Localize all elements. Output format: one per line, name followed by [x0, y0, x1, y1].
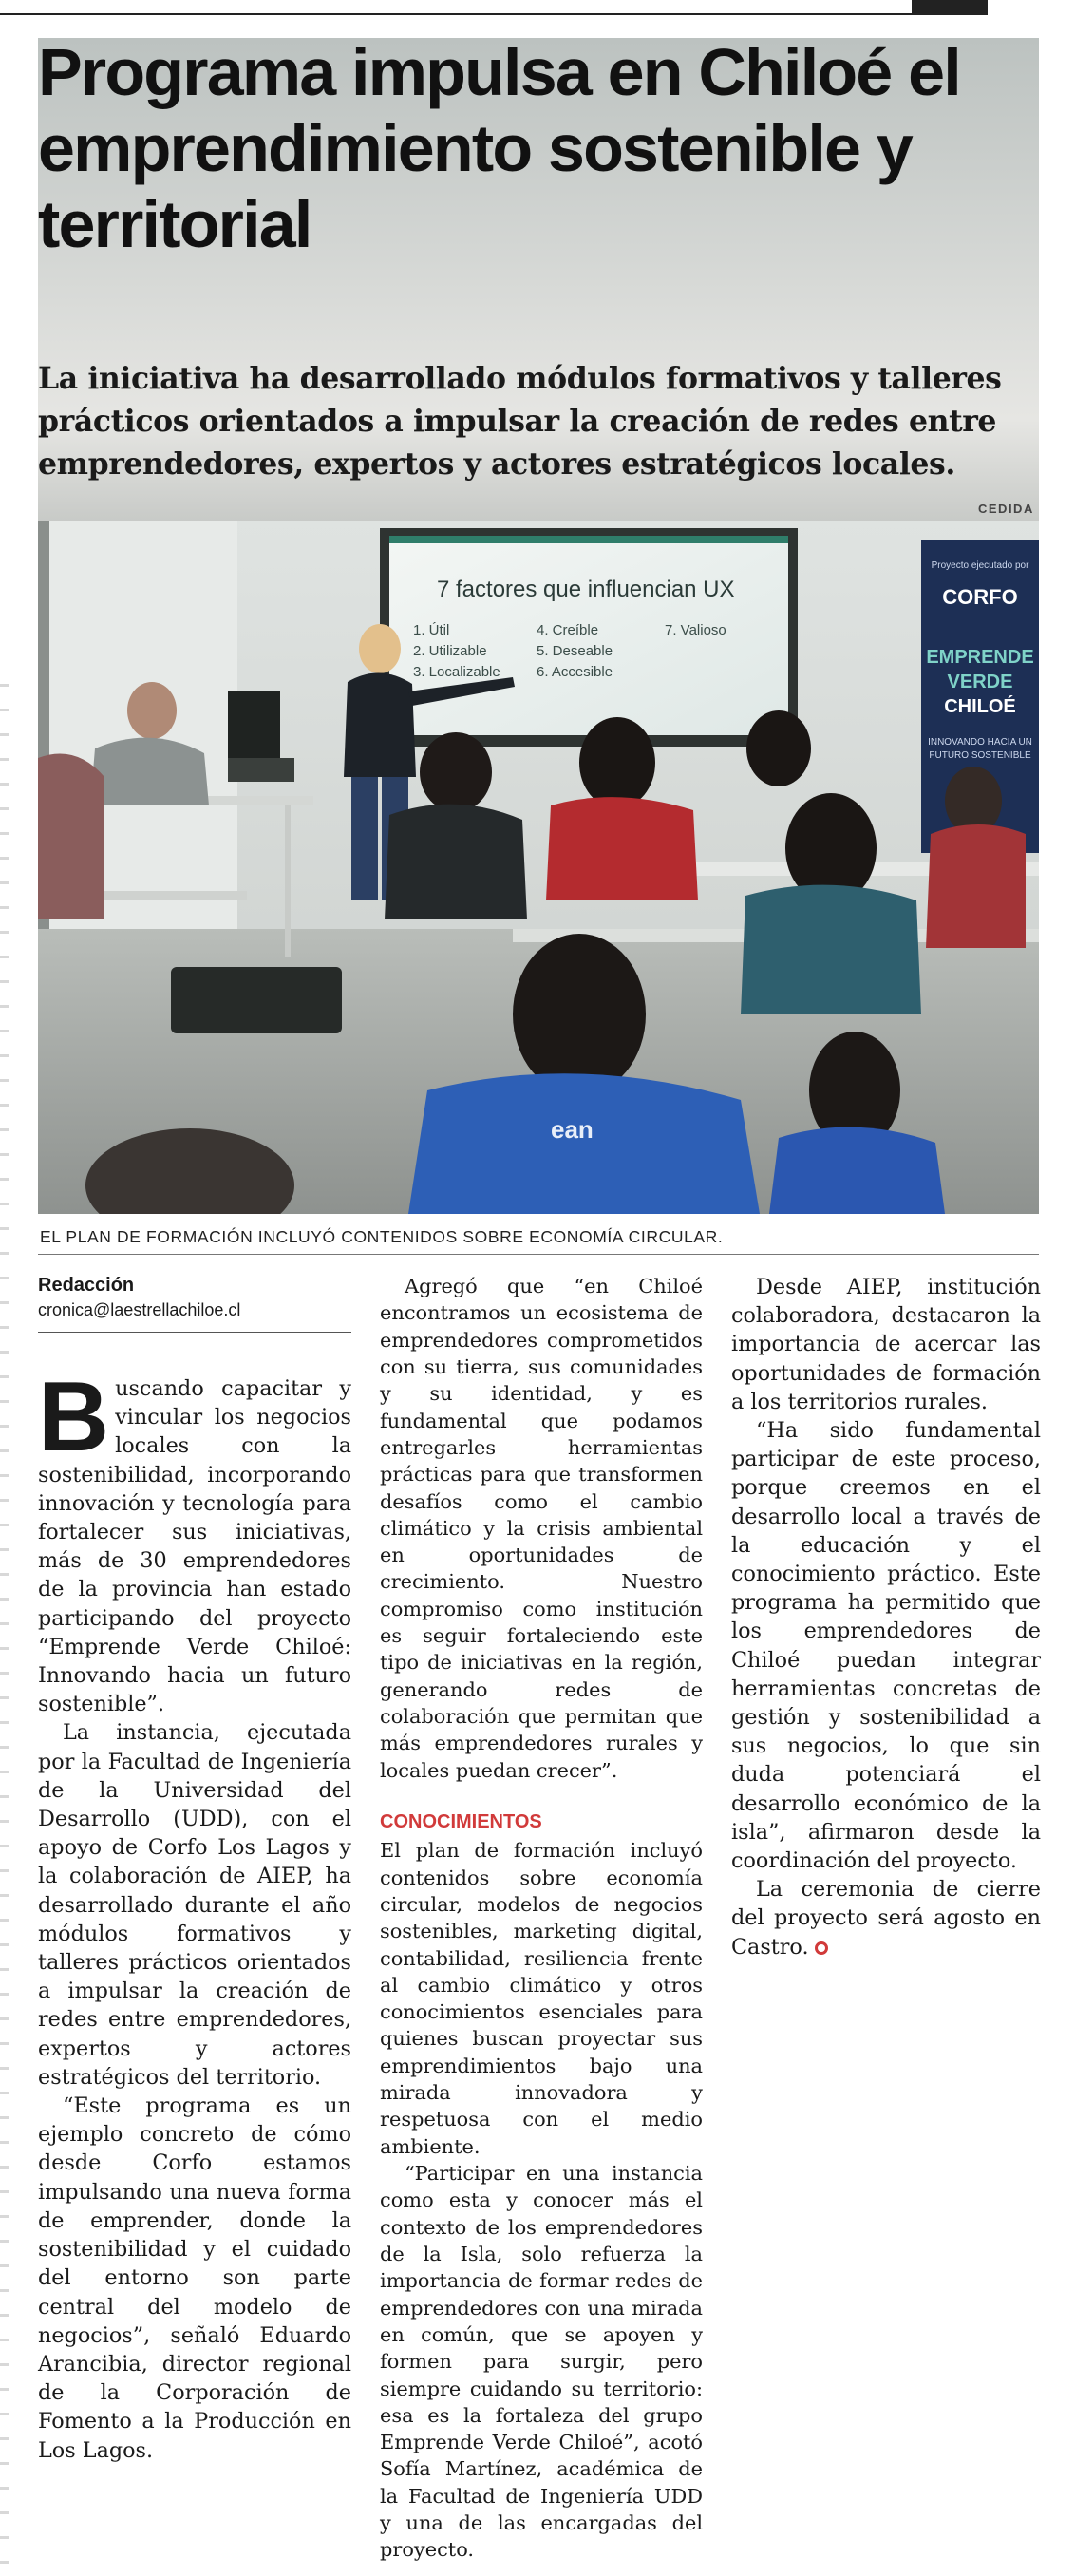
byline-rule: [38, 1332, 351, 1333]
adjacent-page-text: [0, 684, 9, 2574]
banner-verde: VERDE: [947, 672, 1013, 692]
banner-tagline-1: INNOVANDO HACIA UN: [928, 737, 1032, 748]
banner-emprende: EMPRENDE: [926, 647, 1034, 668]
slide-title: 7 factores que influencian UX: [437, 577, 735, 602]
column-2: [380, 1273, 703, 2564]
banner-line-1: Proyecto ejecutado por: [931, 560, 1029, 571]
article-photo: [38, 521, 1039, 1214]
drop-cap: B: [38, 1362, 110, 1472]
paragraph-2: La instancia, ejecutada por la Facultad de Ingeniería de la Universidad del Desarrollo (UDD), con el apoyo de Corfo Los Lagos y la colaboración de AIEP, ha desarrollado durante el año módulos formativos y talleres prácticos orientados a impulsar la creación de redes entre emprendedores, expertos y actores estratégicos del territorio.: [38, 1720, 351, 2090]
byline-email: cronica@laestrellachiloe.cl: [38, 1300, 241, 1319]
paragraph-6: “Participar en una instancia como esta y conocer más el contexto de los emprendedores de la Isla, solo refuerza la importancia de formar redes de emprendedores con una mirada en común, que se apoyen y formen para surgir, pero siempre cuidando su territorio: esa es la fortaleza del grupo Emprende Verde Chiloé”, acotó Sofía Martínez, académica de la Facultad de Ingeniería UDD y una de las encargadas del proyecto.: [380, 2162, 703, 2562]
banner-chiloe: CHILOÉ: [944, 696, 1016, 717]
paragraph-9: La ceremonia de cierre del proyecto será agosto en Castro.: [731, 1877, 1041, 1960]
column-1: [38, 1273, 351, 2465]
slide-item-4: 4. Creíble: [537, 622, 599, 638]
paragraph-7: Desde AIEP, institución colaboradora, destacaron la importancia de acercar las oportunidades de formación a los territorios rurales.: [731, 1275, 1041, 1414]
banner-tagline-2: FUTURO SOSTENIBLE: [929, 750, 1031, 761]
top-block: [912, 0, 988, 15]
end-mark-icon: [815, 1941, 828, 1955]
section-heading: CONOCIMIENTOS: [380, 1810, 542, 1832]
paragraph-8: “Ha sido fundamental participar de este proceso, porque creemos en el desarrollo local a través de la educación y el conocimiento práctico. Este programa ha permitido que los emprendedores de Chiloé puedan integrar herramientas concretas de gestión y sostenibilidad a sus negocios, lo que sin duda potenciará el desarrollo económico de la isla”, afirmaron desde la coordinación del proyecto.: [731, 1418, 1041, 1874]
slide-item-6: 6. Accesible: [537, 664, 613, 680]
byline-name: Redacción: [38, 1275, 135, 1296]
paragraph-5: El plan de formación incluyó contenidos sobre economía circular, modelos de negocios sostenibles, marketing digital, contabilidad, resiliencia frente al cambio climático y otros conocimientos esenciales para quienes buscan proyectar sus emprendimientos bajo una mirada innovadora y respetuosa con el medio ambiente.: [380, 1839, 703, 2158]
headline: Programa impulsa en Chiloé el emprendimiento sostenible y territorial: [38, 35, 960, 261]
top-rule: [0, 13, 988, 15]
slide-item-5: 5. Deseable: [537, 643, 613, 659]
paragraph-4: Agregó que “en Chiloé encontramos un ecosistema de emprendedores comprometidos con su tierra, sus comunidades y su identidad, y es fundamental que podamos entregarles herramientas prácticas para que transformen desafíos como el cambio climático y la crisis ambiental en oportunidades de crecimiento. Nuestro compromiso como institución es seguir fortaleciendo este tipo de iniciativas en la región, generando redes de colaboración que permitan que más emprendedores rurales y locales puedan crecer”.: [380, 1275, 703, 1782]
slide-item-7: 7. Valioso: [665, 622, 726, 638]
caption-rule: [38, 1254, 1039, 1255]
photo-caption: EL PLAN DE FORMACIÓN INCLUYÓ CONTENIDOS SOBRE ECONOMÍA CIRCULAR.: [40, 1227, 724, 1246]
subheadline: La iniciativa ha desarrollado módulos formativos y talleres prácticos orientados a impulsar la creación de redes entre emprendedores, expertos y actores estratégicos locales.: [38, 361, 1002, 482]
slide-item-2: 2. Utilizable: [413, 643, 487, 659]
column-3: [731, 1273, 1041, 1961]
shirt-logo: ean: [551, 1115, 594, 1144]
photo-credit: CEDIDA: [978, 502, 1034, 516]
banner-corfo: CORFO: [942, 585, 1018, 609]
paragraph-3: “Este programa es un ejemplo concreto de cómo desde Corfo estamos impulsando una nueva forma de emprender, donde la sostenibilidad y el cuidado del entorno son parte central del modelo de negocios”, señaló Eduardo Arancibia, director regional de la Corporación de Fomento a la Producción en Los Lagos.: [38, 2093, 351, 2463]
slide-item-1: 1. Útil: [413, 622, 450, 638]
slide-item-3: 3. Localizable: [413, 664, 500, 680]
paragraph-1: uscando capacitar y vincular los negocios locales con la sostenibilidad, incorporando innovación y tecnología para fortalecer sus iniciativas, más de 30 emprendedores de la provincia han estado participando del proyecto “Emprende Verde Chiloé: Innovando hacia un futuro sostenible”.: [38, 1376, 351, 1717]
